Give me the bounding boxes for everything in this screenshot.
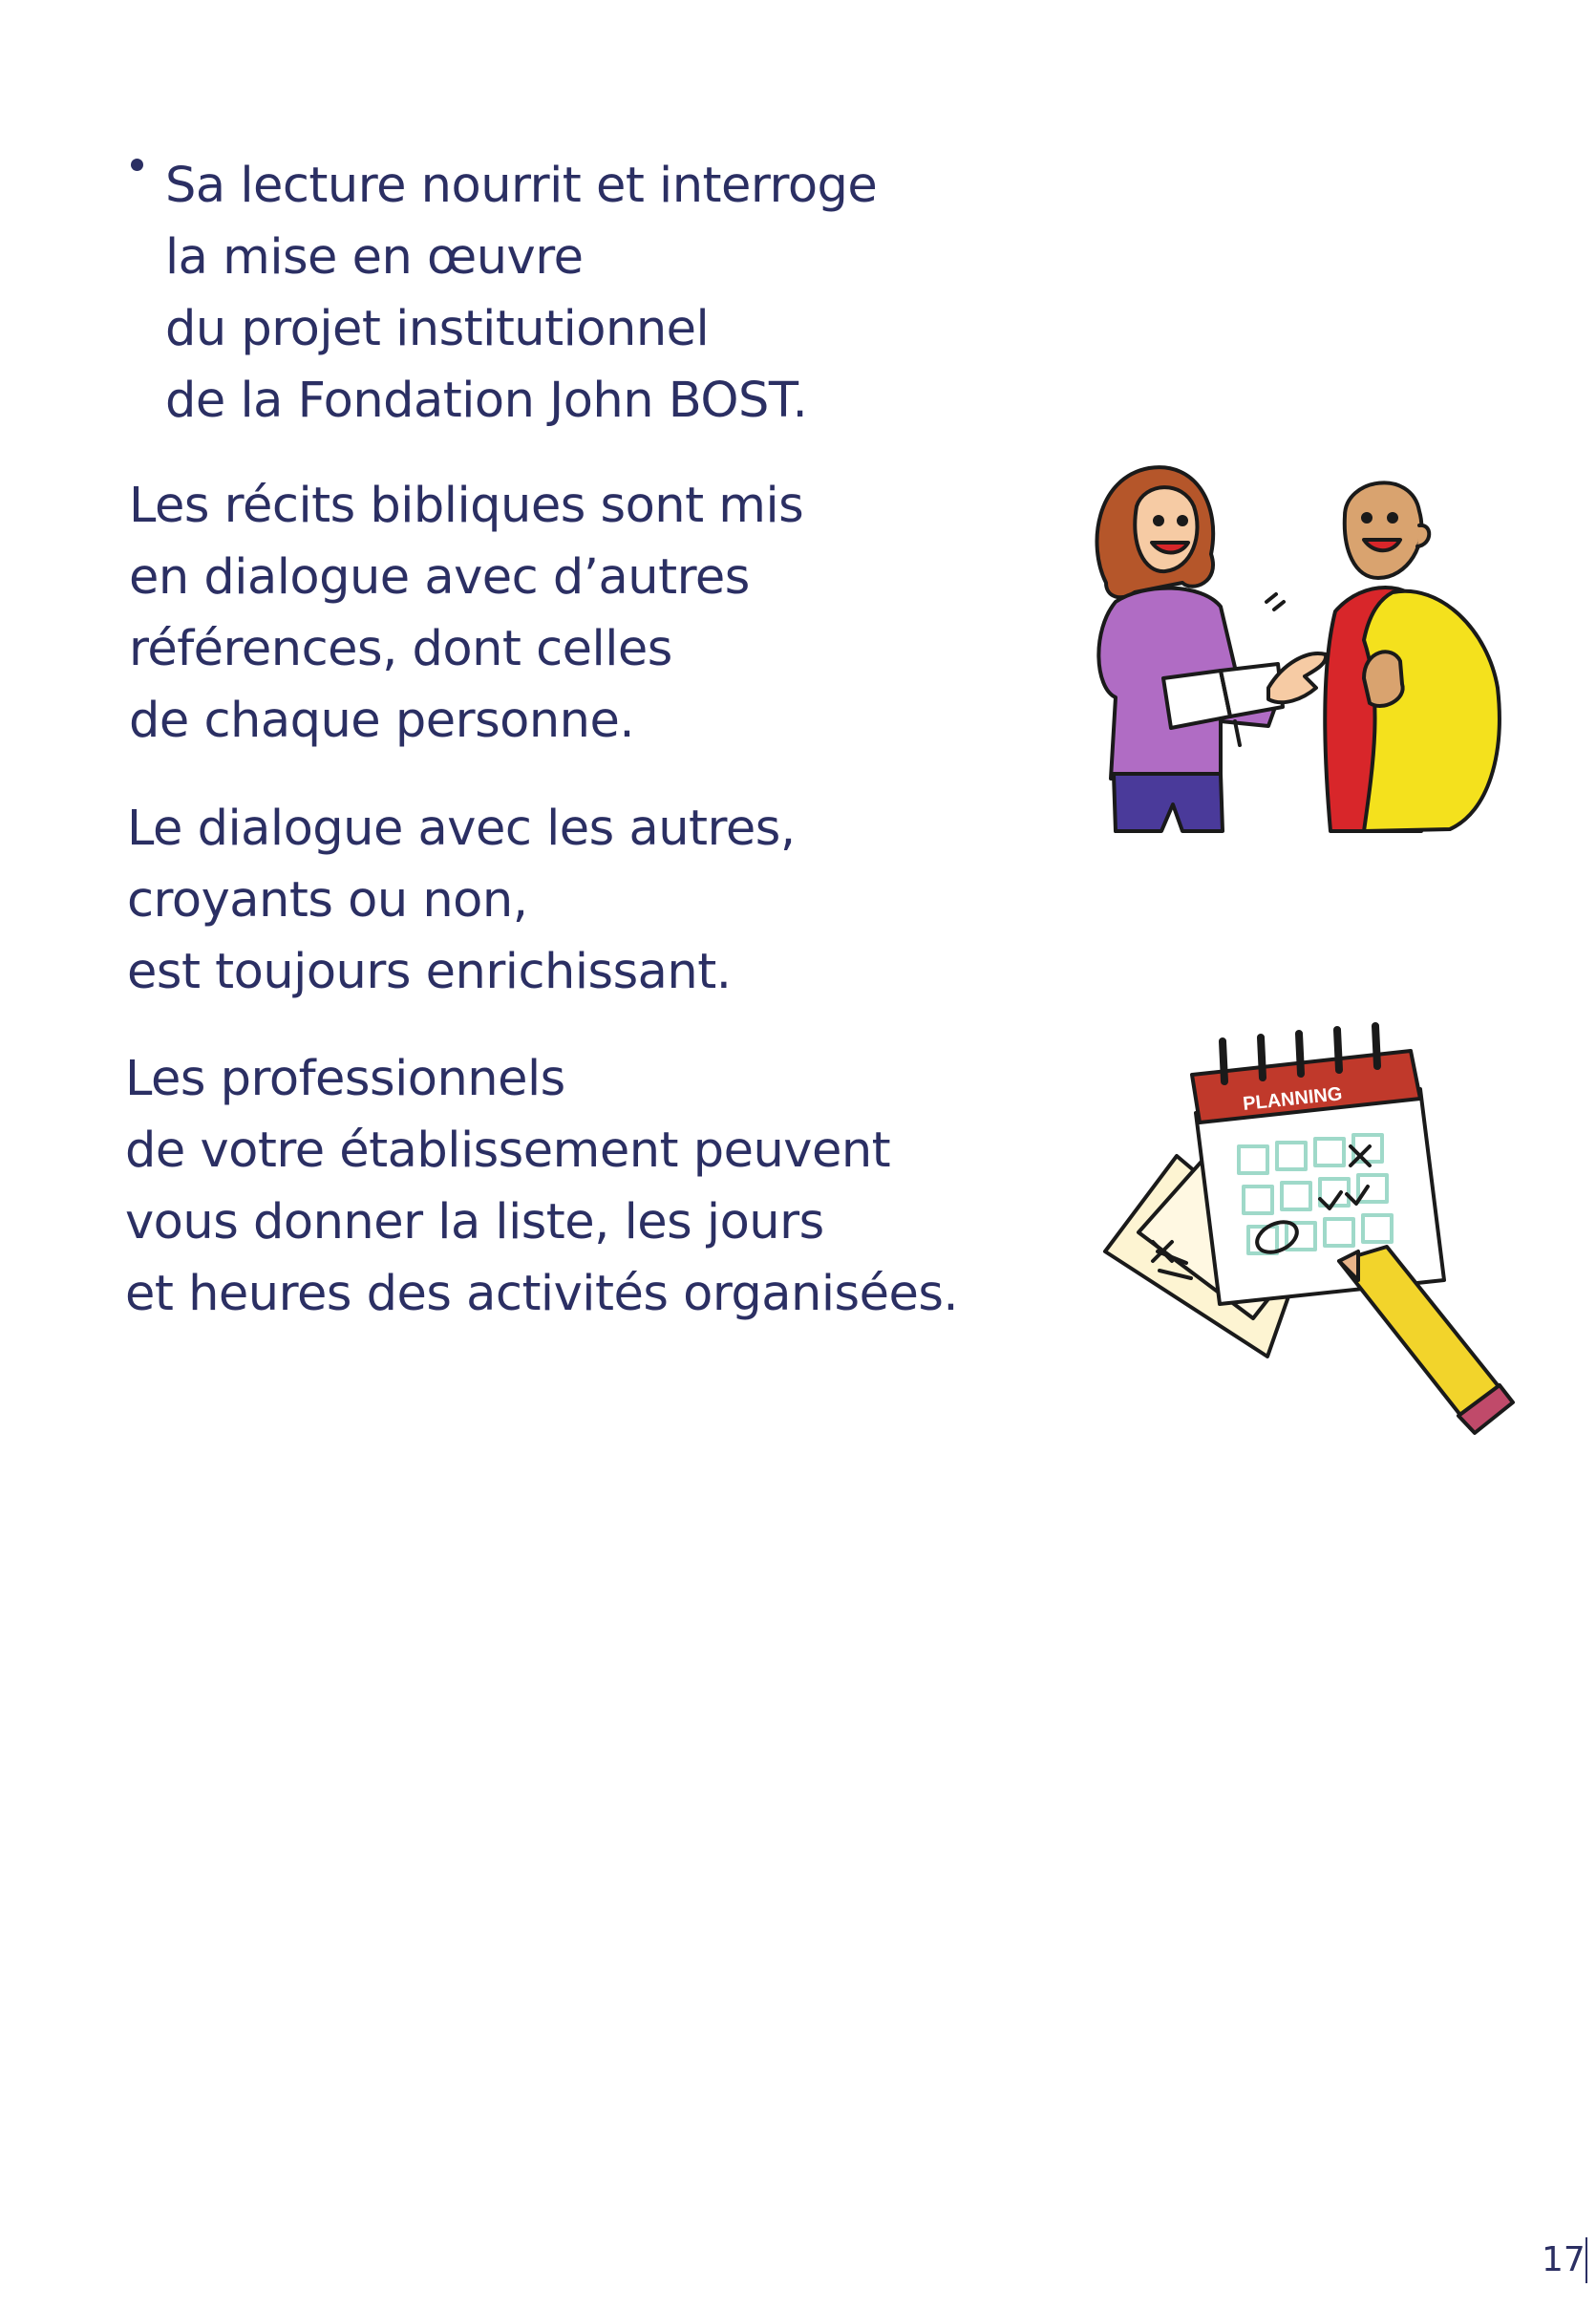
text-line: de votre établissement peuvent [125,1122,891,1179]
text-line: vous donner la liste, les jours [125,1194,824,1251]
paragraph-biblical-dialogue [129,470,803,757]
text-line: et heures des activités organisées. [125,1266,959,1322]
text-line: de chaque personne. [129,693,635,749]
text-line: Le dialogue avec les autres, [127,801,796,857]
text-line: Les professionnels [125,1051,565,1107]
text-line: en dialogue avec d’autres [129,549,750,606]
text-line: Sa lecture nourrit et interroge [165,158,878,214]
text-line: références, dont celles [129,621,672,677]
text-line: du projet institutionnel [165,301,710,357]
text-line: la mise en œuvre [165,229,584,286]
page-number: 17 [1542,2240,1585,2279]
paragraph-dialogue-others [127,793,796,1008]
text-line: de la Fondation John BOST. [165,373,808,429]
paragraph-intro-bullet [165,150,877,437]
bullet-dot [131,159,143,171]
two-people-dialogue-icon [1077,449,1503,844]
text-line: croyants ou non, [127,872,528,929]
text-line: est toujours enrichissant. [127,944,732,1000]
text-line: Les récits bibliques sont mis [129,478,804,534]
paragraph-professionals [125,1043,958,1330]
page-number-rule [1585,2237,1587,2283]
calendar-label: PLANNING [1242,1083,1344,1115]
planning-calendar-icon [1100,1022,1517,1444]
